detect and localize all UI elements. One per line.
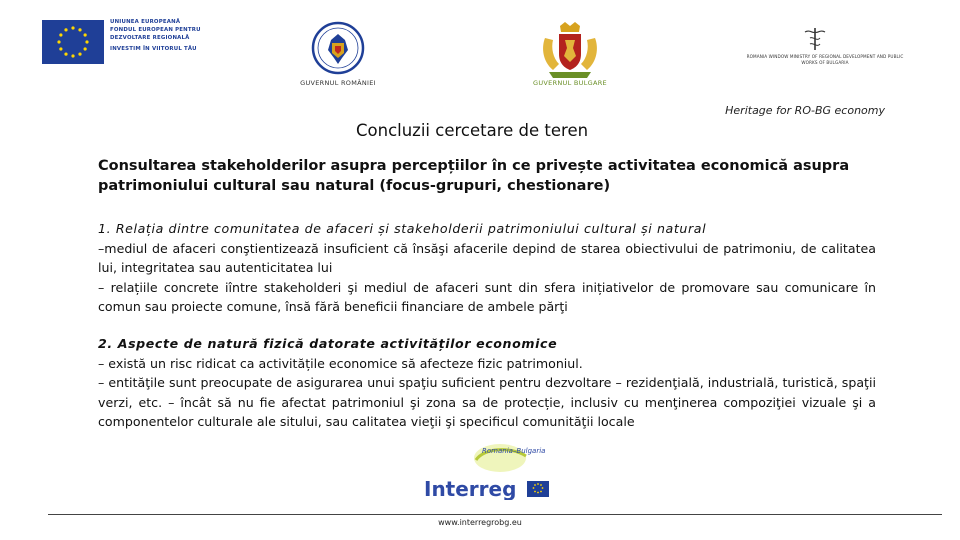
interreg-logo-icon bbox=[418, 438, 553, 500]
svg-text:Interreg: Interreg bbox=[424, 477, 517, 500]
project-tagline: Heritage for RO-BG economy bbox=[725, 104, 885, 117]
eu-star-icon bbox=[85, 40, 88, 43]
section-line: – entităţile sunt preocupate de asigurarea unui spaţiu suficient pentru dezvoltare – rezidenţială, industrială, turistică, spaţii verzi, etc. – încât să nu fie afectat patrimoniul şi zona sa de protecție, inclusiv cu menţinerea compoziţiei vizuale şi a componentelor culturale ale sitului, sau calitatea vieţii şi specificul comunităţii locale bbox=[98, 375, 876, 429]
eu-star-icon bbox=[59, 33, 62, 36]
eu-caption-line: FONDUL EUROPEAN PENTRU bbox=[110, 26, 201, 33]
section-line: – relațiile concrete iîntre stakeholderi şi mediul de afaceri sunt din sfera inițiativelor de promovare sau comunicare în comun sau proiecte comune, însă fără beneficii financiare de ambele părţi bbox=[98, 279, 876, 314]
eu-star-icon bbox=[64, 28, 67, 31]
eu-star-icon bbox=[71, 54, 74, 57]
eu-caption-line: INVESTIM ÎN VIITORUL TĂU bbox=[110, 46, 197, 53]
footer-divider bbox=[48, 514, 942, 515]
section-heading: 2. Aspecte de natură fizică datorate activităților economice bbox=[98, 336, 558, 351]
eu-star-icon bbox=[57, 40, 60, 43]
section-physical-aspects bbox=[98, 334, 876, 432]
svg-text:Romania–Bulgaria: Romania–Bulgaria bbox=[482, 447, 546, 455]
ministry-caduceus-icon bbox=[800, 26, 830, 52]
eu-star-icon bbox=[78, 28, 81, 31]
page-title: Concluzii cercetare de teren bbox=[356, 121, 589, 140]
eu-star-icon bbox=[84, 33, 87, 36]
page-subtitle: Consultarea stakeholderilor asupra percepțiilor în ce privește activitatea economică asupra patrimoniului cultural sau natural (focus-grupuri, chestionare) bbox=[98, 158, 850, 194]
section-line: –mediul de afaceri conştientizează insuficient că însăşi afacerile depind de starea obiectivului de patrimoniu, de calitatea lui, integritatea sau autenticitatea lui bbox=[98, 240, 876, 275]
section-line: – există un risc ridicat ca activitățile economice să afecteze fizic patrimoniul. bbox=[98, 355, 583, 371]
eu-fund-caption bbox=[110, 19, 220, 54]
eu-star-icon bbox=[64, 53, 67, 56]
eu-flag-icon bbox=[42, 20, 104, 64]
section-business-stakeholders bbox=[98, 219, 876, 317]
eu-star-icon bbox=[78, 53, 81, 56]
ministry-caption: ROMANIA WINDOW MINISTRY OF REGIONAL DEVELOPMENT AND PUBLIC WORKS OF BULGARIA bbox=[746, 54, 904, 65]
romania-government-label: GUVERNUL ROMÂNIEI bbox=[300, 79, 376, 87]
bulgaria-government-label: GUVERNUL BULGARE bbox=[533, 79, 607, 87]
bulgaria-coat-of-arms-icon bbox=[535, 18, 605, 86]
section-heading: 1. Relația dintre comunitatea de afaceri și stakeholderii patrimoniului cultural și natural bbox=[98, 221, 707, 236]
footer-website-link[interactable]: www.interregrobg.eu bbox=[438, 518, 522, 527]
eu-star-icon bbox=[84, 47, 87, 50]
eu-star-icon bbox=[59, 47, 62, 50]
eu-caption-line: DEZVOLTARE REGIONALĂ bbox=[110, 34, 190, 41]
eu-caption-line: UNIUNEA EUROPEANĂ bbox=[110, 19, 181, 25]
eu-star-icon bbox=[71, 26, 74, 29]
